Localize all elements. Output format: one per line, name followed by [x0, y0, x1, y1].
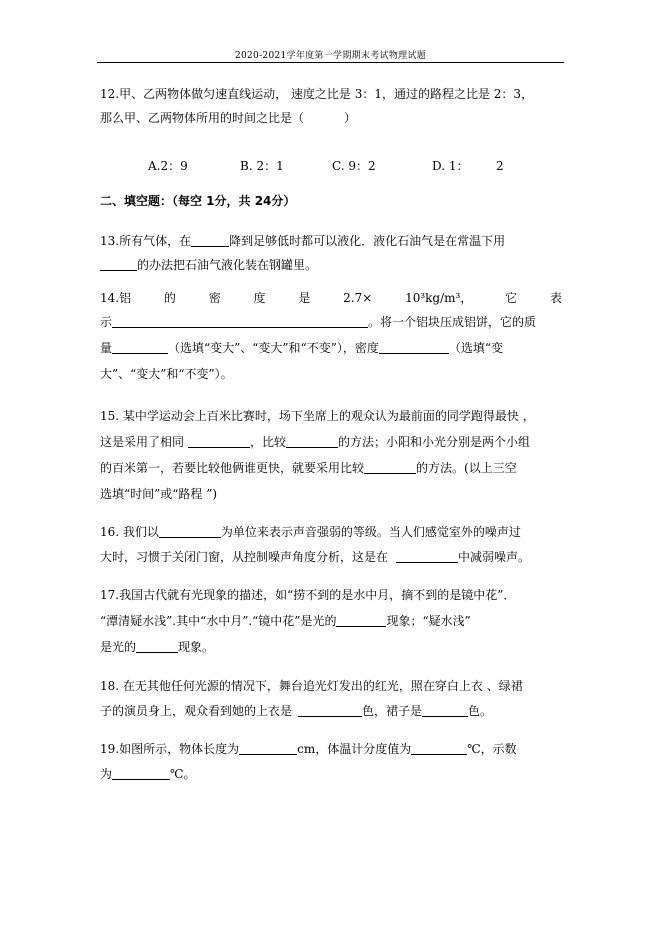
q14-word-1: 14.铝 — [100, 291, 132, 305]
q14-word-4: 度 — [253, 291, 266, 305]
q14-word-6: 2.7× — [343, 291, 373, 305]
q15-line3 — [100, 460, 517, 476]
q12-option-d-value: 2 — [496, 159, 504, 173]
q12-option-b: B. 2：1 — [240, 159, 284, 173]
q14-text-3a: 量 — [100, 341, 113, 355]
q13-stem: 13.所有气体，在 — [100, 234, 192, 248]
q19-blank-1 — [239, 742, 297, 755]
q18-line1: 18. 在无其他任何光源的情况下，舞台追光灯发出的红光，照在穿白上衣 、绿裙 — [100, 679, 523, 693]
q18-text-2b: 色，裙子是 — [362, 704, 423, 718]
q16-line2 — [100, 549, 530, 565]
q15-text-2b: ，比较 — [250, 435, 287, 449]
q17-text-2a: “潭清疑水浅”.其中“水中月”.“镜中花”是光的 — [100, 614, 337, 628]
q16-text-1b: 为单位来表示声音强弱的等级。当人们感觉室外的噪声过 — [220, 525, 521, 539]
q18-line2 — [100, 703, 492, 719]
q14-line3 — [100, 340, 503, 356]
q15-line4: 选填“时间”或“路程 ”) — [100, 487, 218, 501]
q19-text-2a: 为 — [100, 767, 113, 781]
q19-blank-2 — [411, 742, 467, 755]
q15-text-3b: 的方法。(以上三空 — [416, 461, 517, 475]
q14-text-3c: （选填“变 — [448, 341, 503, 355]
q18-text-2c: 色。 — [468, 704, 493, 718]
q14-word-3: 密 — [208, 291, 221, 305]
q19-line2 — [100, 766, 195, 782]
q14-blank-2 — [112, 341, 168, 354]
q19-text-1c: ℃，示数 — [467, 742, 517, 756]
q16-blank-2 — [396, 550, 458, 563]
q17-blank-1 — [336, 614, 386, 627]
q14-word-2: 的 — [163, 291, 176, 305]
q14-line4: 大”、“变大”和“不变”）。 — [100, 367, 233, 381]
q19-blank-3 — [112, 767, 170, 780]
q19-text-1b: cm，体温计分度值为 — [297, 742, 412, 756]
q19-line1 — [100, 741, 517, 757]
q15-blank-3 — [364, 461, 416, 474]
section-2-title: 二、填空题：（每空 1分，共 24分） — [100, 194, 296, 208]
q12-line2 — [100, 110, 356, 126]
q16-line1 — [100, 524, 521, 540]
q13-blank-2 — [100, 258, 137, 271]
q13-text-2: 的办法把石油气液化装在钢罐里。 — [137, 258, 318, 272]
q14-line1 — [100, 290, 562, 306]
q16-text-2a: 大时，习惯于关闭门窗，从控制噪声角度分析，这是在 — [100, 550, 389, 564]
q14-blank-3 — [379, 341, 449, 354]
q18-blank-1 — [298, 704, 362, 717]
q14-word-5: 是 — [298, 291, 311, 305]
q14-word-8: 它 — [505, 291, 518, 305]
q17-line3 — [100, 639, 214, 655]
page-header: 2020-2021学年度第一学期期末考试物理试题 — [234, 51, 427, 61]
q14-blank-1 — [112, 315, 368, 328]
header-rule — [97, 62, 564, 63]
q18-blank-2 — [422, 704, 468, 717]
q12-stem: 那么甲、乙两物体所用的时间之比是（ — [100, 111, 305, 125]
q15-text-2a: 这是采用了相同 — [100, 435, 185, 449]
q14-text-2a: 示 — [100, 315, 113, 329]
q15-line1: 15. 某中学运动会上百米比赛时，场下坐席上的观众认为最前面的同学跑得最快 ， — [100, 409, 535, 423]
q18-text-2a: 子的演员身上，观众看到她的上衣是 — [100, 704, 293, 718]
q15-text-3a: 的百米第一，若要比较他俩谁更快，就要采用比较 — [100, 461, 365, 475]
q16-blank-1 — [159, 525, 221, 538]
q17-text-3b: 现象。 — [178, 640, 215, 654]
q17-text-3a: 是光的 — [100, 640, 137, 654]
q14-text-3b: （选填“变大”、“变大”和“不变”），密度 — [168, 341, 379, 355]
q17-line1: 17.我国古代就有光现象的描述，如“捞不到的是水中月，摘不到的是镜中花”． — [100, 588, 516, 602]
q17-text-2b: 现象；“疑水浅” — [386, 614, 471, 628]
q12-option-c: C. 9：2 — [332, 159, 376, 173]
q17-blank-2 — [136, 640, 178, 653]
q13-text: 降到足够低时都可以液化．液化石油气是在常温下用 — [229, 234, 506, 248]
q19-text-1a: 19.如图所示，物体长度为 — [100, 742, 240, 756]
q12-option-a: A.2：9 — [148, 159, 188, 173]
q13-line2 — [100, 257, 317, 273]
q14-word-7: 10³kg/m³， — [405, 291, 473, 305]
q13-line1 — [100, 233, 505, 249]
q16-text-1a: 16. 我们以 — [100, 525, 159, 539]
q12-close-paren: ） — [344, 111, 357, 125]
q14-line2 — [100, 314, 536, 330]
q12-line1: 12.甲、乙两物体做匀速直线运动， 速度之比是 3：1，通过的路程之比是 2：3， — [100, 87, 534, 101]
q14-text-2b: 。将一个铝块压成铝饼，它的质 — [368, 315, 537, 329]
q17-line2 — [100, 613, 471, 629]
q15-blank-2 — [286, 435, 338, 448]
q19-text-2b: ℃。 — [170, 767, 196, 781]
q13-blank-1 — [191, 234, 229, 247]
q16-text-2b: 中减弱噪声。 — [458, 550, 531, 564]
q15-blank-1 — [188, 435, 250, 448]
q15-line2 — [100, 434, 530, 450]
q15-text-2c: 的方法；小阳和小光分别是两个小组 — [338, 435, 531, 449]
q14-word-9: 表 — [549, 291, 562, 305]
q12-option-d: D. 1： — [432, 159, 469, 173]
